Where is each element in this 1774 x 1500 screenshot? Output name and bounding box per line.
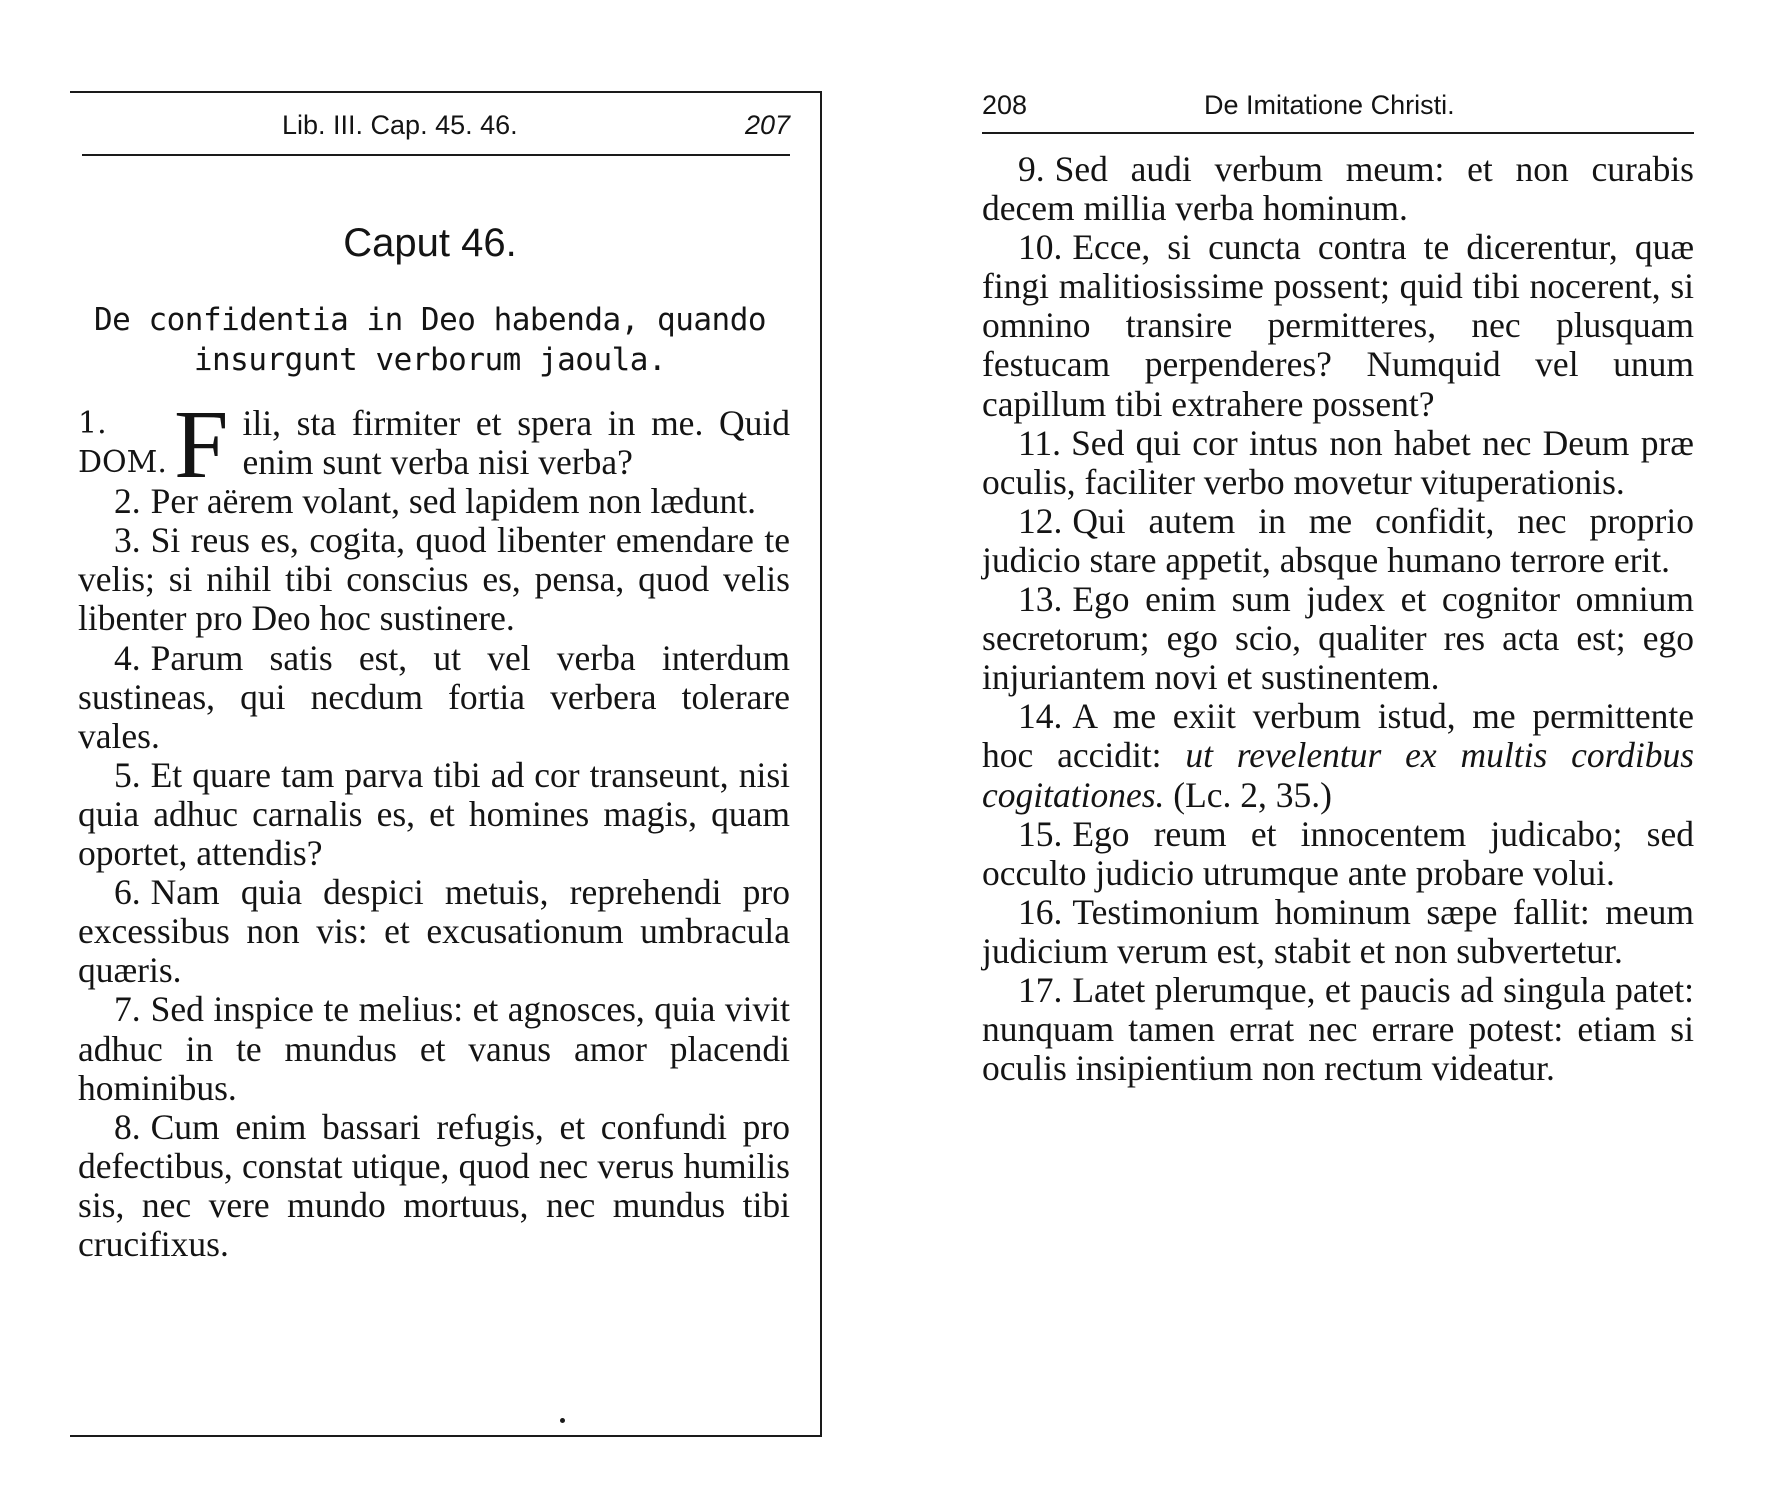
left-body-text — [78, 391, 790, 1264]
verse-17 — [982, 971, 1694, 1088]
left-running-head — [70, 108, 790, 142]
verse-text: Latet plerumque, et paucis ad singula patet: nunquam tamen errat nec errare potest: etiam si oculis insipientium non rectum videatur. — [982, 969, 1694, 1089]
verse-text: Et quare tam parva tibi ad cor transeunt, nisi quia adhuc carnalis es, et homines magis, quam oportet, attendis? — [78, 754, 790, 874]
right-body-text — [982, 150, 1694, 1088]
verse-number: 3. — [114, 520, 141, 561]
verse-5 — [78, 756, 790, 873]
dropcap-letter: F — [174, 391, 229, 499]
verse-4 — [78, 639, 790, 756]
verse-text: Parum satis est, ut vel verba interdum sustineas, qui necdum fortia verbera tolerare vales. — [78, 637, 790, 756]
verse-11 — [982, 424, 1694, 502]
verse-number: 16. — [1018, 891, 1063, 932]
frame-bottom-rule — [70, 1435, 822, 1437]
dropcap-block — [78, 391, 229, 499]
verse-text: Ego enim sum judex et cognitor omnium secretorum; ego scio, qualiter res acta est; ego injuriantem novi et sustinentem. — [982, 579, 1694, 698]
verse-number: 5. — [114, 754, 141, 795]
verse-text: Cum enim bassari refugis, et confundi pro defectibus, constat utique, quod nec verus humilis sis, nec vere mundo mortuus, nec mundus tibi crucifixus. — [78, 1106, 790, 1264]
scripture-quote: ut revelentur ex multis cordibus cogitationes. — [982, 735, 1695, 815]
left-running-title: Lib. III. Cap. 45. 46. — [282, 110, 518, 140]
verse-text: Per aërem volant, sed lapidem non lædunt. — [150, 481, 756, 522]
verse-number: 9. — [1018, 149, 1045, 189]
verse-number: 15. — [1018, 813, 1063, 854]
verse-number: 12. — [1018, 500, 1063, 541]
verse-text: Nam quia despici metuis, reprehendi pro excessibus non vis: et excusationum umbracula quæris. — [78, 872, 790, 991]
left-page — [70, 0, 822, 1440]
left-page-number: 207 — [744, 110, 790, 140]
verse-7 — [78, 990, 790, 1107]
verse-6 — [78, 873, 790, 990]
frame-top-rule — [70, 91, 822, 93]
verse-number: 13. — [1018, 579, 1063, 620]
chapter-subtitle — [70, 300, 790, 380]
verse-text: Ego reum et innocentem judicabo; sed occulto judicio utrumque ante probare volui. — [982, 813, 1694, 893]
verse-text: Testimonium hominum sæpe fallit: meum judicium verum est, stabit et non subvertetur. — [982, 891, 1694, 971]
verse-12 — [982, 502, 1694, 580]
verse-number: 11. — [1018, 422, 1062, 463]
dropcap-marker — [78, 404, 174, 482]
chapter-title: Caput 46. — [343, 221, 517, 265]
verse-number: 7. — [114, 989, 141, 1030]
right-running-head — [982, 87, 1694, 123]
verse-8 — [78, 1108, 790, 1264]
right-running-title: De Imitatione Christi. — [1204, 90, 1455, 120]
verse-10 — [982, 228, 1694, 423]
verse-1 — [78, 391, 790, 499]
verse-number: 8. — [114, 1106, 141, 1147]
speaker-label: DOM. — [78, 445, 167, 480]
verse-text: Sed audi verbum meum: et non curabis decem millia verba hominum. — [982, 149, 1694, 229]
verse-14 — [982, 697, 1694, 814]
left-head-rule — [82, 154, 790, 156]
verse-text: Ecce, si cuncta contra te dicerentur, quæ fingi malitiosissime possent; quid tibi nocerent, si omnino transire permitteres, nec plusquam festucam perpenderes? Numquid vel unum capillum tibi extrahere possent? — [982, 227, 1694, 424]
verse-3 — [78, 521, 790, 638]
verse-9 — [982, 150, 1694, 228]
print-speck — [560, 1418, 565, 1423]
verse-text: Sed inspice te melius: et agnosces, quia vivit adhuc in te mundus et vanus amor placendi hominibus. — [78, 989, 790, 1108]
verse-15 — [982, 815, 1694, 893]
right-head-rule — [982, 132, 1694, 134]
right-page — [982, 0, 1694, 1440]
subtitle-line-2: insurgunt verborum jaoula. — [193, 342, 667, 378]
verse-16 — [982, 893, 1694, 971]
verse-number: 14. — [1018, 696, 1063, 737]
verse-text: A me exiit verbum istud, me permittente hoc accidit: — [982, 696, 1694, 776]
verse-text: Sed qui cor intus non habet nec Deum præ oculis, faciliter verbo movetur vituperationis. — [982, 422, 1694, 502]
subtitle-line-1: De confidentia in Deo habenda, quando — [93, 302, 767, 338]
verse-text: Si reus es, cogita, quod libenter emendare te velis; si nihil tibi conscius es, pensa, quod velis libenter pro Deo hoc sustinere. — [78, 520, 790, 639]
verse-number: 4. — [114, 637, 141, 678]
verse-number: 10. — [1018, 227, 1063, 268]
verse-number: 17. — [1018, 969, 1063, 1010]
verse-text: Qui autem in me confidit, nec proprio judicio stare appetit, absque humano terrore erit. — [982, 500, 1694, 580]
scripture-reference: (Lc. 2, 35.) — [1173, 774, 1332, 815]
verse-2 — [78, 482, 790, 521]
frame-right-rule — [820, 91, 822, 1436]
verse-13 — [982, 580, 1694, 697]
verse-text: ili, sta firmiter et spera in me. Quid enim sunt verba nisi verba? — [242, 403, 790, 483]
right-page-number: 208 — [982, 90, 1028, 120]
verse-number: 6. — [114, 872, 141, 913]
verse-number: 1. — [78, 406, 107, 441]
verse-number: 2. — [114, 481, 141, 522]
